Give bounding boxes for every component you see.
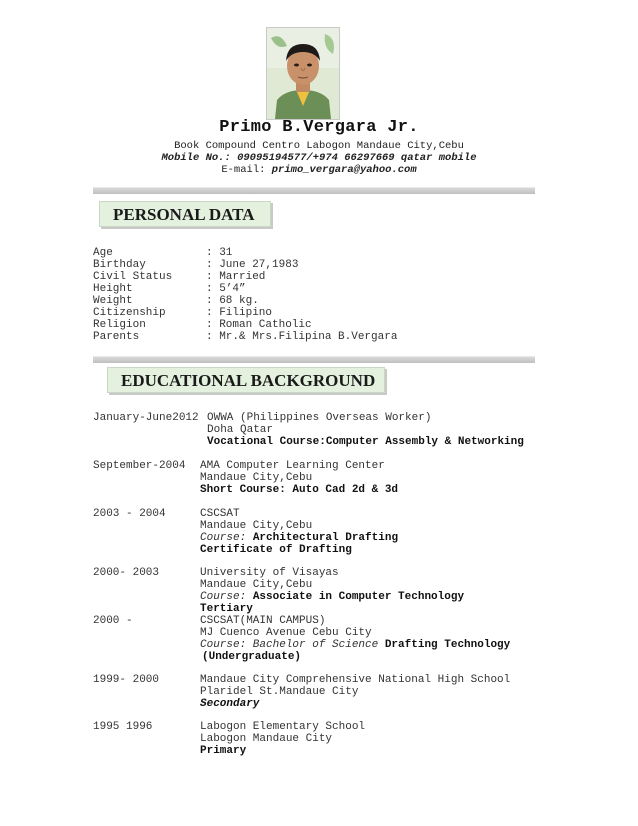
edu-level: Primary [200, 745, 247, 757]
field-value: : June 27,1983 [206, 259, 299, 271]
field-birthday [93, 259, 298, 271]
edu-period: 1999- 2000 [93, 674, 160, 686]
edu-school: Mandaue City Comprehensive National High School [200, 674, 511, 686]
edu-course: Vocational Course:Computer Assembly & Networking [207, 436, 524, 448]
field-label: Citizenship [93, 307, 166, 319]
edu-place: Mandaue City,Cebu [200, 472, 313, 484]
section-rule [93, 356, 535, 363]
edu-place: Plaridel St.Mandaue City [200, 686, 359, 698]
edu-course-line [200, 532, 398, 544]
edu-course-prefix: Course: [200, 591, 247, 603]
applicant-name: Primo B.Vergara Jr. [219, 118, 419, 137]
edu-period: 1995 1996 [93, 721, 153, 733]
edu-period: 2003 - 2004 [93, 508, 166, 520]
field-label: Civil Status [93, 271, 173, 283]
mobile-number: Mobile No.: 09095194577/+974 66297669 qatar mobile [161, 152, 477, 164]
email-line [0, 164, 638, 176]
field-religion [93, 319, 312, 331]
section-educational-background: EDUCATIONAL BACKGROUND [107, 367, 385, 393]
field-height [93, 283, 246, 295]
edu-place: Mandaue City,Cebu [200, 579, 313, 591]
field-label: Birthday [93, 259, 146, 271]
edu-course-prefix: Course: [200, 532, 247, 544]
edu-school: Labogon Elementary School [200, 721, 366, 733]
edu-school: CSCSAT [200, 508, 240, 520]
edu-school: CSCSAT(MAIN CAMPUS) [200, 615, 326, 627]
address: Book Compound Centro Labogon Mandaue City,Cebu [174, 140, 464, 152]
field-value: : 68 kg. [206, 295, 259, 307]
edu-level: Secondary [200, 698, 260, 710]
field-value: : Filipino [206, 307, 273, 319]
field-weight [93, 295, 259, 307]
edu-course-prefix: Course: Bachelor of Science [200, 639, 379, 651]
field-label: Weight [93, 295, 133, 307]
edu-place: Doha Qatar [207, 424, 274, 436]
field-value: : Mr.& Mrs.Filipina B.Vergara [206, 331, 398, 343]
edu-place: MJ Cuenco Avenue Cebu City [200, 627, 372, 639]
field-value: : Married [206, 271, 266, 283]
edu-course: Short Course: Auto Cad 2d & 3d [200, 484, 399, 496]
field-label: Religion [93, 319, 146, 331]
field-label: Age [93, 247, 113, 259]
section-rule [93, 187, 535, 194]
field-value: : Roman Catholic [206, 319, 312, 331]
edu-school: AMA Computer Learning Center [200, 460, 385, 472]
field-age [93, 247, 232, 259]
edu-course-line [200, 639, 510, 651]
edu-extra: Tertiary [200, 603, 253, 615]
edu-school: University of Visayas [200, 567, 339, 579]
edu-period: September-2004 [93, 460, 186, 472]
edu-extra: Certificate of Drafting [200, 544, 352, 556]
field-citizenship [93, 307, 272, 319]
edu-course-line [200, 591, 464, 603]
field-value: : 31 [206, 247, 233, 259]
field-civil-status [93, 271, 265, 283]
edu-school: OWWA (Philippines Overseas Worker) [207, 412, 432, 424]
edu-course: Architectural Drafting [246, 532, 399, 544]
field-label: Parents [93, 331, 140, 343]
email-address[interactable]: primo_vergara@yahoo.com [271, 164, 417, 176]
section-personal-data: PERSONAL DATA [99, 201, 271, 227]
field-value: : 5’4” [206, 283, 246, 295]
edu-course: Drafting Technology [378, 639, 511, 651]
edu-course: Associate in Computer Technology [246, 591, 465, 603]
profile-photo [266, 27, 340, 120]
field-label: Height [93, 283, 133, 295]
edu-period: 2000 - [93, 615, 133, 627]
edu-period: 2000- 2003 [93, 567, 160, 579]
edu-extra: (Undergraduate) [202, 651, 302, 663]
edu-place: Labogon Mandaue City [200, 733, 333, 745]
field-parents [93, 331, 397, 343]
person-portrait-icon [267, 28, 339, 119]
edu-period: January-June2012 [93, 412, 199, 424]
edu-place: Mandaue City,Cebu [200, 520, 313, 532]
email-label: E-mail: [221, 164, 272, 176]
